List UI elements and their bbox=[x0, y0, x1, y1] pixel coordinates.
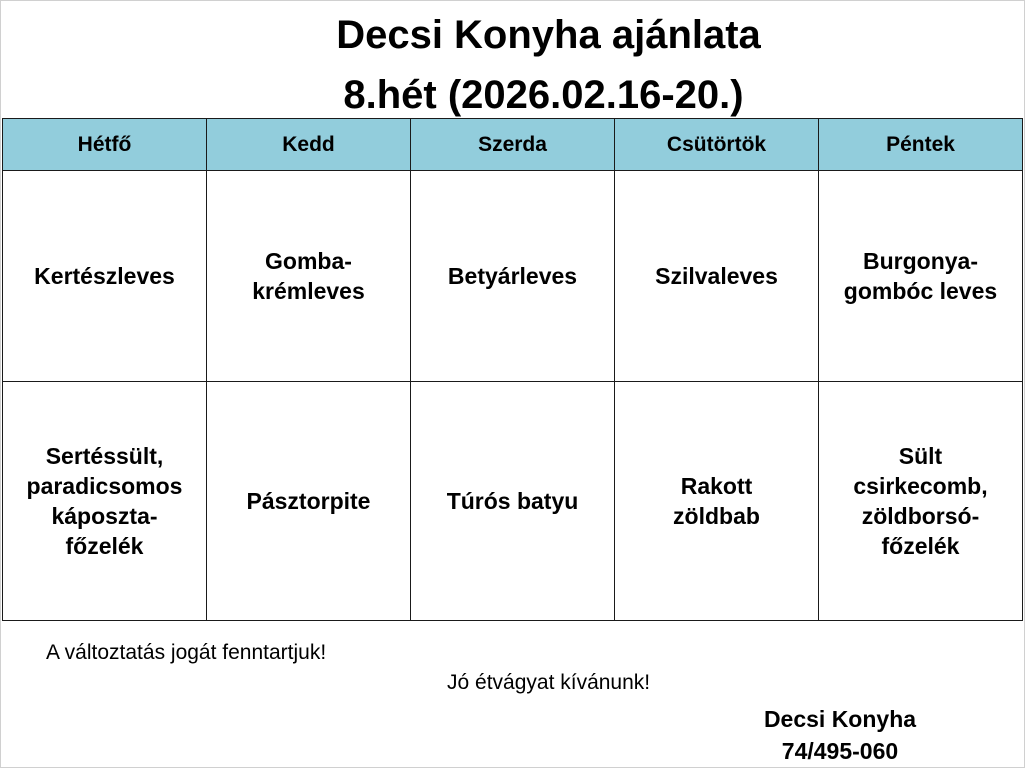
day-header-monday: Hétfő bbox=[3, 119, 207, 171]
main-monday: Sertéssült, paradicsomos káposzta- főzelék bbox=[3, 382, 207, 621]
soup-friday: Burgonya- gombóc leves bbox=[819, 171, 1023, 382]
weekly-menu-table bbox=[2, 118, 1023, 621]
main-course-row bbox=[3, 382, 1023, 621]
soup-thursday: Szilvaleves bbox=[615, 171, 819, 382]
soup-row bbox=[3, 171, 1023, 382]
day-header-friday: Péntek bbox=[819, 119, 1023, 171]
week-subtitle: 8.hét (2026.02.16-20.) bbox=[343, 73, 744, 117]
soup-tuesday: Gomba- krémleves bbox=[207, 171, 411, 382]
main-friday: Sült csirkecomb, zöldborsó- főzelék bbox=[819, 382, 1023, 621]
main-wednesday: Túrós batyu bbox=[411, 382, 615, 621]
signature-block bbox=[740, 703, 940, 767]
signature-phone: 74/495-060 bbox=[781, 738, 899, 764]
soup-monday: Kertészleves bbox=[3, 171, 207, 382]
soup-wednesday: Betyárleves bbox=[411, 171, 615, 382]
day-header-thursday: Csütörtök bbox=[615, 119, 819, 171]
bon-appetit-note: Jó étvágyat kívánunk! bbox=[447, 671, 651, 694]
day-header-row bbox=[3, 119, 1023, 171]
signature-name: Decsi Konyha bbox=[763, 706, 917, 732]
day-header-tuesday: Kedd bbox=[207, 119, 411, 171]
day-header-wednesday: Szerda bbox=[411, 119, 615, 171]
page-title: Decsi Konyha ajánlata bbox=[336, 13, 761, 57]
main-tuesday: Pásztorpite bbox=[207, 382, 411, 621]
main-thursday: Rakott zöldbab bbox=[615, 382, 819, 621]
disclaimer-note: A változtatás jogát fenntartjuk! bbox=[46, 641, 327, 664]
